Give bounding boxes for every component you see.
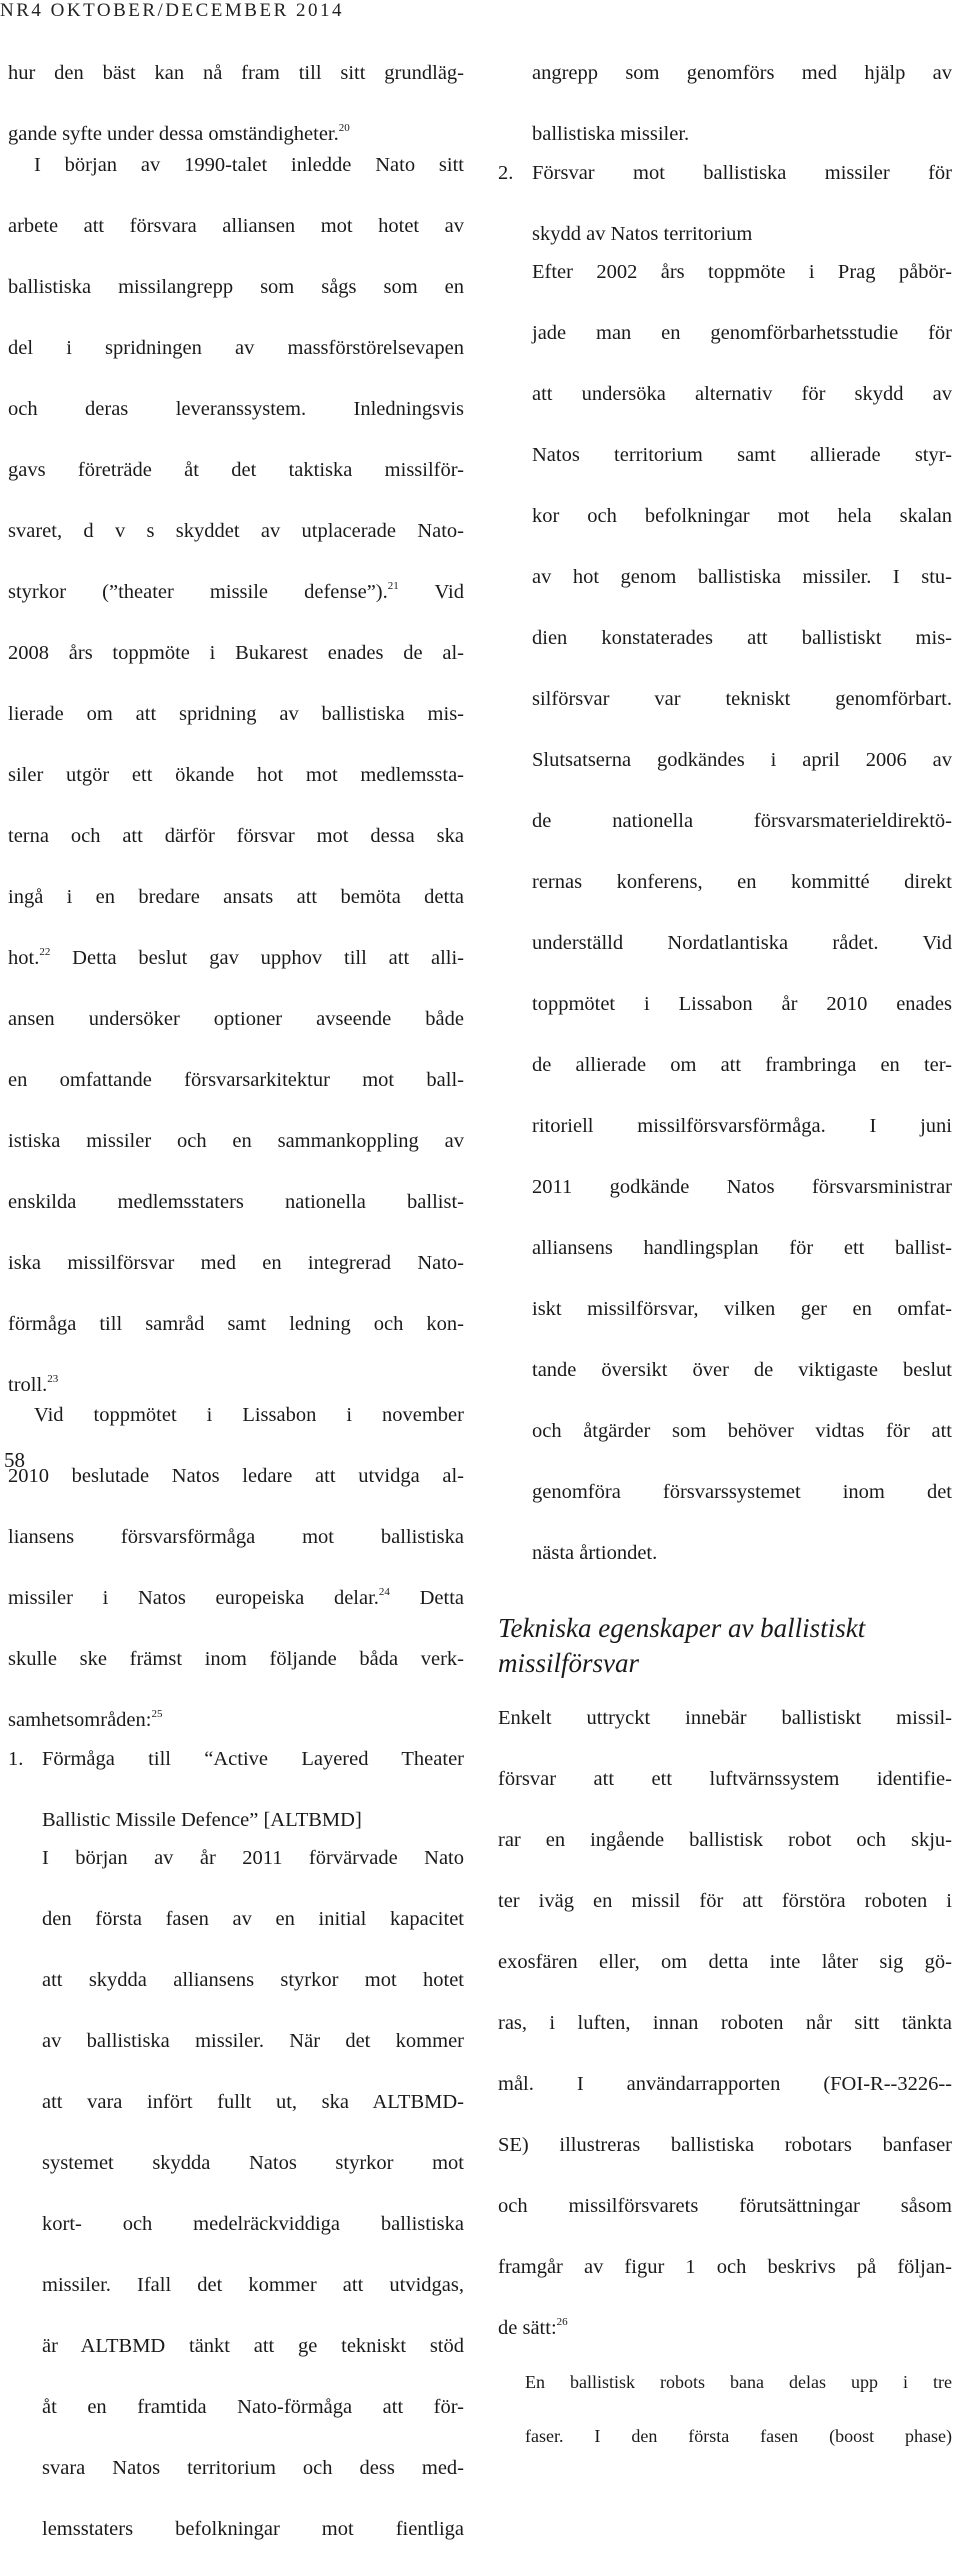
- text-line: samhetsområden:$^{25}$: [8, 1708, 163, 1731]
- text-line: och missilförsvarets förutsättningar såsom: [498, 2194, 952, 2217]
- text-line: hur den bäst kan nå fram till sitt grundläg-: [8, 62, 464, 84]
- footnote-ref: 24: [378, 1586, 390, 1598]
- footnote-ref: 25: [151, 1708, 163, 1720]
- text-line: jade man en genomförbarhetsstudie för: [532, 322, 952, 344]
- text-line: dien konstaterades att ballistiskt mis-: [532, 627, 952, 649]
- text-line: förmåga till samråd samt ledning och kon-: [8, 1312, 464, 1335]
- text-line: rar en ingående ballistisk robot och skju-: [498, 1828, 952, 1851]
- text-line: liansens försvarsförmåga mot ballistiska: [8, 1526, 464, 1548]
- text-line: del i spridningen av massförstörelsevapen: [8, 336, 464, 359]
- text-line: av hot genom ballistiska missiler. I stu-: [532, 566, 952, 588]
- text-line: Slutsatserna godkändes i april 2006 av: [532, 749, 952, 771]
- heading-line: Tekniska egenskaper av ballistiskt: [498, 1612, 866, 1643]
- figure-caption: [498, 2369, 952, 2477]
- text-line: ritoriell missilförsvarsförmåga. I juni: [532, 1115, 952, 1137]
- text-line: underställd Nordatlantiska rådet. Vid: [532, 932, 952, 954]
- page-number: 58: [4, 1448, 25, 1472]
- text-line: de sätt:$^{26}$: [498, 2315, 568, 2339]
- text-line: försvar att ett luftvärnssystem identifie-: [498, 1767, 952, 1790]
- text-line: styrkor (”theater missile defense”).$^{21}$ Vid: [8, 579, 464, 603]
- right-column: [498, 58, 952, 2477]
- footnote-ref: 23: [47, 1372, 59, 1385]
- text-line: enskilda medlemsstaters nationella ballist-: [8, 1190, 464, 1213]
- text-line: 2010 beslutade Natos ledare att utvidga al-: [8, 1465, 464, 1487]
- text-line: lemsstaters befolkningar mot fientliga: [42, 2518, 464, 2540]
- text-line: att skydda alliansens styrkor mot hotet: [42, 1969, 464, 1991]
- text-line: iska missilförsvar med en integrerad Nato-: [8, 1251, 464, 1274]
- caption-line: faser. I den första fasen (boost phase): [525, 2426, 952, 2446]
- text-line: systemet skydda Natos styrkor mot: [42, 2152, 464, 2174]
- text-line: ballistiska missiler.: [532, 123, 690, 145]
- list-title-line: Försvar mot ballistiska missiler för: [532, 161, 952, 184]
- text-line: hot.$^{22}$ Detta beslut gav upphov till att alli-: [8, 945, 464, 969]
- text-line: är ALTBMD tänkt att ge tekniskt stöd: [42, 2335, 464, 2357]
- text-line: terna och att därför försvar mot dessa ska: [8, 824, 464, 847]
- left-column: [8, 58, 464, 2575]
- list-item-1-continued: [498, 58, 952, 150]
- text-line: av ballistiska missiler. När det kommer: [42, 2030, 464, 2052]
- text-line: tande översikt över de viktigaste beslut: [532, 1359, 952, 1381]
- text-line: silförsvar var tekniskt genomförbart.: [532, 688, 952, 710]
- text-line: exosfären eller, om detta inte låter sig gö-: [498, 1950, 952, 1973]
- text-line: Natos territorium samt allierade styr-: [532, 444, 952, 466]
- list-item-1-body: [8, 1843, 464, 2575]
- text-line: de nationella försvarsmaterieldirektö-: [532, 810, 952, 832]
- text-line: ter iväg en missil för att förstöra roboten i: [498, 1889, 952, 1912]
- list-title-line: Förmåga till “Active Layered Theater: [42, 1747, 464, 1770]
- text-line: I början av år 2011 förvärvade Nato: [42, 1847, 464, 1869]
- text-line: missiler i Natos europeiska delar.$^{24}$ Detta: [8, 1586, 464, 1609]
- footnote-ref: 20: [338, 122, 350, 134]
- list-item-2: [498, 158, 952, 250]
- text-line: svara Natos territorium och dess med-: [42, 2457, 464, 2479]
- text-line: åt en framtida Nato-förmåga att för-: [42, 2396, 464, 2418]
- text-line: och åtgärder som behöver vidtas för att: [532, 1420, 952, 1442]
- text-line: den första fasen av en initial kapacitet: [42, 1908, 464, 1930]
- text-line: toppmötet i Lissabon år 2010 enades: [532, 993, 952, 1015]
- text-line: genomföra försvarssystemet inom det: [532, 1481, 952, 1503]
- text-line: missiler. Ifall det kommer att utvidgas,: [42, 2274, 464, 2296]
- text-line: ansen undersöker optioner avseende både: [8, 1007, 464, 1030]
- text-line: en omfattande försvarsarkitektur mot ball-: [8, 1068, 464, 1091]
- list-title-line: Ballistic Missile Defence” [ALTBMD]: [42, 1808, 362, 1831]
- text-line: siler utgör ett ökande hot mot medlemssta-: [8, 763, 464, 786]
- text-line: istiska missiler och en sammankoppling av: [8, 1129, 464, 1152]
- text-line: att vara infört fullt ut, ska ALTBMD-: [42, 2091, 464, 2113]
- footnote-ref: 26: [556, 2315, 568, 2328]
- list-number: 1.: [8, 1747, 24, 1770]
- footnote-ref: 22: [39, 945, 51, 958]
- text-line: 2011 godkände Natos försvarsministrar: [532, 1176, 952, 1198]
- text-line: troll.$^{23}$: [8, 1372, 59, 1396]
- text-line: kor och befolkningar mot hela skalan: [532, 505, 952, 527]
- running-header: NR4 OKTOBER/DECEMBER 2014: [0, 0, 345, 21]
- text-line: SE) illustreras ballistiska robotars banfaser: [498, 2133, 952, 2156]
- text-line: framgår av figur 1 och beskrivs på följan-: [498, 2255, 952, 2278]
- text-line: de allierade om att frambringa en ter-: [532, 1054, 952, 1076]
- text-line: kort- och medelräckviddiga ballistiska: [42, 2213, 464, 2235]
- text-line: alliansens handlingsplan för ett ballist-: [532, 1237, 952, 1259]
- text-line: och deras leveranssystem. Inledningsvis: [8, 397, 464, 420]
- text-line: skulle ske främst inom följande båda verk-: [8, 1648, 464, 1670]
- text-line: rernas konferens, en kommitté direkt: [532, 871, 952, 893]
- text-line: gavs företräde åt det taktiska missilför-: [8, 458, 464, 481]
- caption-line: En ballistisk robots bana delas upp i tre: [525, 2372, 952, 2392]
- section-heading: [498, 1611, 952, 1681]
- list-item-1: [8, 1744, 464, 1836]
- text-line: nästa årtiondet.: [532, 1542, 658, 1564]
- text-line: att undersöka alternativ för skydd av: [532, 383, 952, 405]
- text-line: gande syfte under dessa omständigheter.$^{20}$: [8, 122, 350, 145]
- text-line: arbete att försvara alliansen mot hotet av: [8, 214, 464, 237]
- text-line: I början av 1990-talet inledde Nato sitt: [34, 153, 464, 176]
- text-line: Enkelt uttryckt innebär ballistiskt missil-: [498, 1706, 952, 1729]
- text-line: ingå i en bredare ansats att bemöta detta: [8, 885, 464, 908]
- text-line: ras, i luften, innan roboten når sitt tänkta: [498, 2011, 952, 2034]
- text-line: mål. I användarrapporten (FOI-R--3226--: [498, 2072, 952, 2095]
- text-line: ballistiska missilangrepp som sågs som en: [8, 275, 464, 298]
- text-line: Vid toppmötet i Lissabon i november: [34, 1404, 464, 1426]
- text-line: Efter 2002 års toppmöte i Prag påbör-: [532, 261, 952, 283]
- list-number: 2.: [498, 161, 514, 184]
- footnote-ref: 21: [387, 579, 399, 592]
- text-line: svaret, d v s skyddet av utplacerade Nato-: [8, 519, 464, 542]
- list-title-line: skydd av Natos territorium: [532, 222, 753, 245]
- heading-line: missilförsvar: [498, 1647, 640, 1678]
- text-line: 2008 års toppmöte i Bukarest enades de al-: [8, 641, 464, 664]
- text-line: angrepp som genomförs med hjälp av: [532, 62, 952, 84]
- text-line: lierade om att spridning av ballistiska mis-: [8, 702, 464, 725]
- list-item-2-body: [498, 257, 952, 1569]
- text-line: iskt missilförsvar, vilken ger en omfat-: [532, 1298, 952, 1320]
